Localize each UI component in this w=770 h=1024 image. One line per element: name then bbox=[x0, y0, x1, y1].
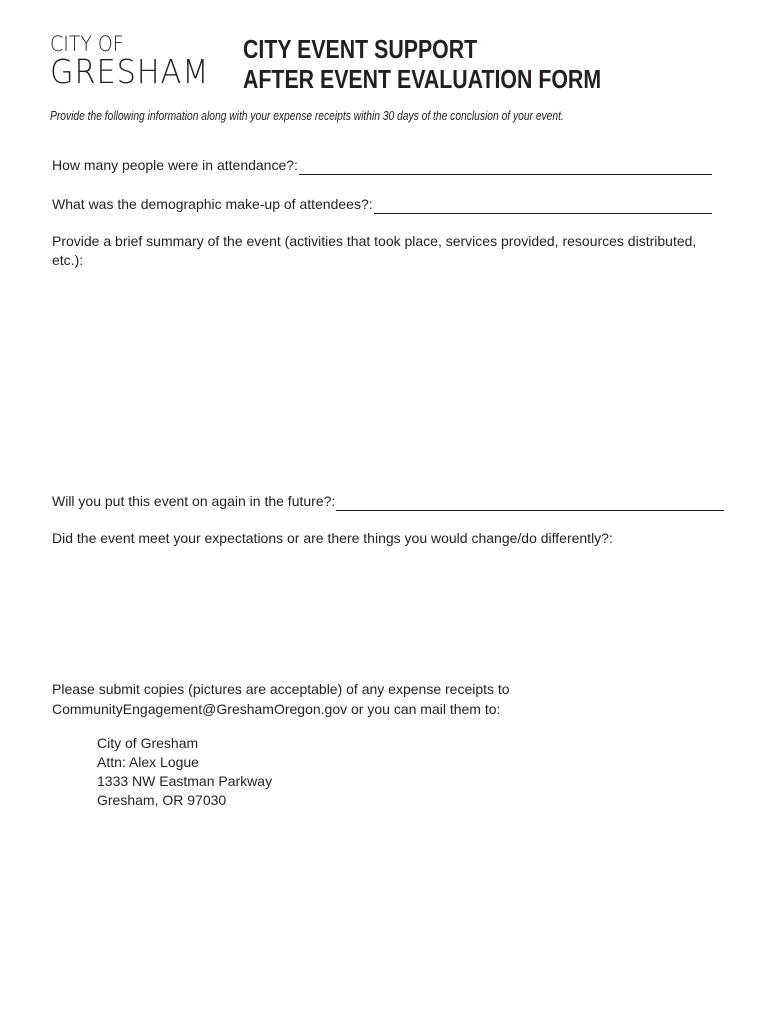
summary-question bbox=[52, 232, 717, 485]
demographic-label: What was the demographic make-up of attendees?: bbox=[52, 196, 373, 212]
demographic-question bbox=[52, 195, 712, 214]
again-label: Will you put this event on again in the future?: bbox=[52, 493, 336, 509]
submit-instructions bbox=[52, 679, 510, 719]
logo-gresham-text: GRESHAM bbox=[50, 52, 210, 91]
expectations-label: Did the event meet your expectations or are there things you would change/do differently?: bbox=[52, 530, 613, 546]
summary-answer-area[interactable] bbox=[52, 270, 717, 485]
attendance-label: How many people were in attendance?: bbox=[52, 157, 298, 173]
address-line-1: City of Gresham bbox=[97, 735, 199, 751]
form-title bbox=[243, 34, 680, 94]
address-line-4: Gresham, OR 97030 bbox=[97, 792, 227, 808]
demographic-answer-field[interactable] bbox=[374, 199, 712, 214]
submit-line-2: CommunityEngagement@GreshamOregon.gov or you can mail them to: bbox=[52, 701, 501, 717]
address-line-2: Attn: Alex Logue bbox=[97, 754, 199, 770]
attendance-question bbox=[52, 156, 712, 175]
again-answer-field[interactable] bbox=[336, 496, 724, 511]
title-line-2: AFTER EVENT EVALUATION FORM bbox=[243, 64, 602, 94]
city-of-gresham-logo bbox=[50, 32, 230, 91]
address-line-3: 1333 NW Eastman Parkway bbox=[97, 773, 273, 789]
instructions-text: Provide the following information along with your expense receipts within 30 days of the conclusion of your event. bbox=[50, 108, 564, 123]
submit-line-1: Please submit copies (pictures are acceptable) of any expense receipts to bbox=[52, 681, 510, 697]
expectations-answer-area[interactable] bbox=[52, 548, 724, 668]
title-line-1: CITY EVENT SUPPORT bbox=[243, 34, 478, 64]
summary-label: Provide a brief summary of the event (activities that took place, services provided, resources distributed, etc.): bbox=[52, 233, 697, 268]
logo-city-of-text: CITY OF bbox=[50, 32, 124, 56]
attendance-answer-field[interactable] bbox=[299, 160, 712, 175]
mailing-address bbox=[97, 734, 272, 810]
expectations-question bbox=[52, 529, 724, 668]
again-question bbox=[52, 492, 724, 511]
